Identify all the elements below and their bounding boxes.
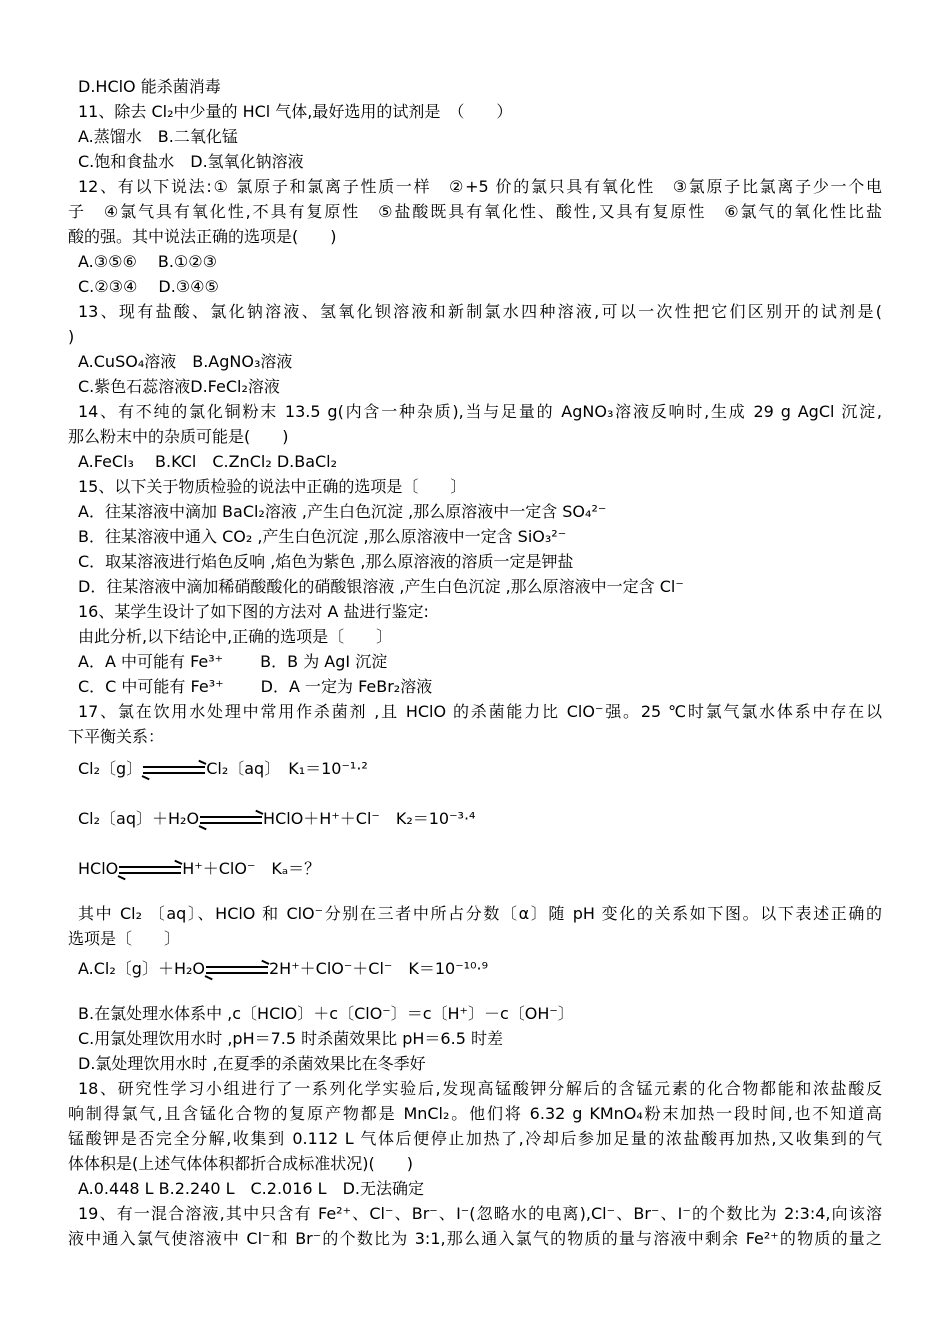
equilibrium-arrow-icon [206, 963, 268, 977]
text-line: 酸的强。其中说法正确的选项是( ) [68, 227, 337, 246]
question-19: 19、有一混合溶液,其中只含有 Fe²⁺、Cl⁻、Br⁻、I⁻(忽略水的电离),Cl⁻、Br⁻、I⁻的个数比为 2:3:4,向该溶 [78, 1204, 882, 1223]
equation-2: Cl₂〔aq〕＋H₂O HClO＋H⁺＋Cl⁻ K₂＝10⁻³·⁴ [78, 809, 476, 828]
text-line: D．往某溶液中滴加稀硝酸酸化的硝酸银溶液 ,产生白色沉淀 ,那么原溶液中一定含 Cl⁻ [78, 577, 684, 596]
text-line: D.HClO 能杀菌消毒 [78, 77, 221, 96]
text-line: A.蒸馏水 B.二氧化锰 [78, 127, 238, 146]
equation-4: A.Cl₂〔g〕＋H₂O 2H⁺＋ClO⁻＋Cl⁻ K＝10⁻¹⁰·⁹ [78, 959, 488, 978]
text-line: 其中 Cl₂ 〔aq〕、HClO 和 ClO⁻分别在三者中所占分数〔α〕随 pH 变化的关系如下图。以下表述正确的 [78, 904, 882, 923]
text-line: C.饱和食盐水 D.氢氧化钠溶液 [78, 152, 304, 171]
text-line: 响制得氯气,且含锰化合物的复原产物都是 MnCl₂。他们将 6.32 g KMnO₄粉末加热一段时间,也不知道高 [68, 1104, 882, 1123]
question-14: 14、有不纯的氯化铜粉末 13.5 g(内含一种杂质),当与足量的 AgNO₃溶液反响时,生成 29 g AgCl 沉淀, [78, 402, 882, 421]
text-line: A.FeCl₃ B.KCl C.ZnCl₂ D.BaCl₂ [78, 452, 338, 471]
question-11: 11、除去 Cl₂中少量的 HCl 气体,最好选用的试剂是 （ ） [78, 102, 513, 121]
text-line: A．A 中可能有 Fe³⁺ B．B 为 AgI 沉淀 [78, 652, 388, 671]
text-line: ) [68, 327, 75, 346]
text-line: 由此分析,以下结论中,正确的选项是〔 〕 [78, 627, 393, 646]
question-13: 13、现有盐酸、氯化钠溶液、氢氧化钡溶液和新制氯水四种溶液,可以一次性把它们区别开的试剂是( [78, 302, 882, 321]
text-line: 下平衡关系： [68, 727, 165, 746]
question-17: 17、氯在饮用水处理中常用作杀菌剂 ,且 HClO 的杀菌能力比 ClO⁻强。25 ℃时氯气氯水体系中存在以 [78, 702, 882, 721]
text-line: C．取某溶液进行焰色反响 ,焰色为紫色 ,那么原溶液的溶质一定是钾盐 [78, 552, 574, 571]
equation-3: HClO H⁺＋ClO⁻ Kₐ＝？ [78, 859, 321, 878]
text-line: A．往某溶液中滴加 BaCl₂溶液 ,产生白色沉淀 ,那么原溶液中一定含 SO₄²⁻ [78, 502, 607, 521]
equilibrium-arrow-icon [143, 763, 205, 777]
text-line: B．往某溶液中通入 CO₂ ,产生白色沉淀 ,那么原溶液中一定含 SiO₃²⁻ [78, 527, 567, 546]
text-line: A.③⑤⑥ B.①②③ [78, 252, 217, 271]
text-line: 体体积是(上述气体体积都折合成标准状况)( ) [68, 1154, 413, 1173]
text-line: C．C 中可能有 Fe³⁺ D．A 一定为 FeBr₂溶液 [78, 677, 433, 696]
text-line: 锰酸钾是否完全分解,收集到 0.112 L 气体后便停止加热了,冷却后参加足量的浓盐酸再加热,又收集到的气 [68, 1129, 882, 1148]
equilibrium-arrow-icon [200, 813, 262, 827]
equilibrium-arrow-icon [119, 863, 181, 877]
question-15: 15、以下关于物质检验的说法中正确的选项是〔 〕 [78, 477, 467, 496]
equation-1: Cl₂〔g〕 Cl₂〔aq〕 K₁＝10⁻¹·² [78, 759, 368, 778]
text-line: D.氯处理饮用水时 ,在夏季的杀菌效果比在冬季好 [78, 1054, 426, 1073]
text-line: 选项是〔 〕 [68, 929, 181, 948]
text-line: A.0.448 L B.2.240 L C.2.016 L D.无法确定 [78, 1179, 424, 1198]
text-line: 那么粉末中的杂质可能是( ) [68, 427, 289, 446]
question-18: 18、研究性学习小组进行了一系列化学实验后,发现高锰酸钾分解后的含锰元素的化合物都能和浓盐酸反 [78, 1079, 882, 1098]
text-line: C.用氯处理饮用水时 ,pH＝7.5 时杀菌效果比 pH＝6.5 时差 [78, 1029, 503, 1048]
text-line: 子 ④氯气具有氧化性,不具有复原性 ⑤盐酸既具有氧化性、酸性,又具有复原性 ⑥氯气的氧化性比盐 [68, 202, 882, 221]
text-line: C.紫色石蕊溶液D.FeCl₂溶液 [78, 377, 280, 396]
text-line: 液中通入氯气使溶液中 Cl⁻和 Br⁻的个数比为 3:1,那么通入氯气的物质的量与溶液中剩余 Fe²⁺的物质的量之 [68, 1229, 882, 1248]
text-line: A.CuSO₄溶液 B.AgNO₃溶液 [78, 352, 293, 371]
text-line: C.②③④ D.③④⑤ [78, 277, 219, 296]
text-line: B.在氯处理水体系中 ,c〔HClO〕＋c〔ClO⁻〕＝c〔H⁺〕－c〔OH⁻〕 [78, 1004, 574, 1023]
question-12: 12、有以下说法:① 氯原子和氯离子性质一样 ②+5 价的氯只具有氧化性 ③氯原子比氯离子少一个电 [78, 177, 882, 196]
question-16: 16、某学生设计了如下图的方法对 A 盐进行鉴定: [78, 602, 429, 621]
